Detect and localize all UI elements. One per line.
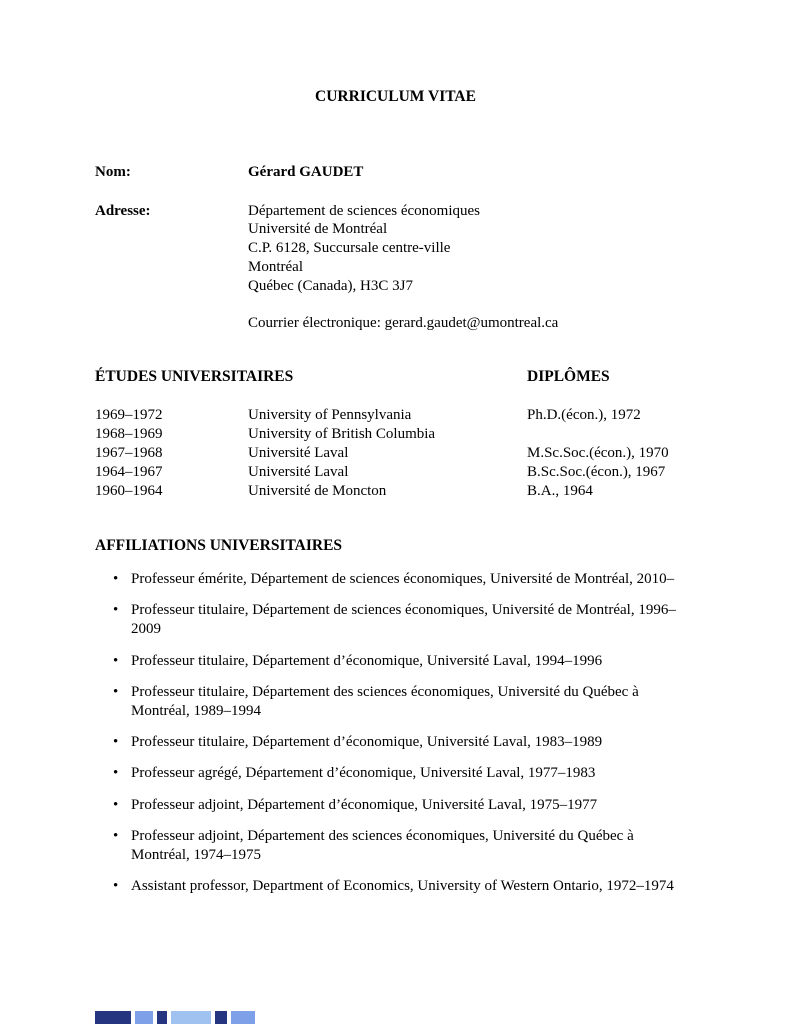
affiliation-text: Professeur adjoint, Département des sciences économiques, Université du Québec à Montréal, 1974–1975 xyxy=(131,827,634,863)
affiliation-text: Professeur titulaire, Département d’économique, Université Laval, 1983–1989 xyxy=(131,733,603,750)
name-label: Nom: xyxy=(95,163,131,180)
bullet-icon xyxy=(113,764,118,783)
table-row xyxy=(95,463,696,482)
table-row xyxy=(95,482,696,501)
education-section-headings xyxy=(95,368,696,387)
table-row xyxy=(95,425,696,444)
affiliation-text: Assistant professor, Department of Economics, University of Western Ontario, 1972–1974 xyxy=(131,877,674,894)
list-item xyxy=(95,733,696,752)
name-value: Gérard GAUDET xyxy=(248,163,364,180)
bullet-icon xyxy=(113,570,118,589)
diplomas-heading: DIPLÔMES xyxy=(527,368,610,386)
education-institution: University of British Columbia xyxy=(248,426,436,443)
affiliation-text: Professeur adjoint, Département d’économique, Université Laval, 1975–1977 xyxy=(131,796,598,813)
list-item xyxy=(95,601,696,639)
address-line: Montréal xyxy=(248,258,303,275)
list-item xyxy=(95,877,696,896)
bullet-icon xyxy=(113,877,118,896)
bullet-icon xyxy=(113,827,118,846)
education-years: 1968–1969 xyxy=(95,426,163,443)
bullet-icon xyxy=(113,733,118,752)
address-line: Département de sciences économiques xyxy=(248,202,480,219)
affiliations-list xyxy=(95,570,696,896)
education-institution: University of Pennsylvania xyxy=(248,407,412,424)
clipped-segment xyxy=(157,1011,167,1024)
clipped-segment xyxy=(215,1011,227,1024)
address-label: Adresse: xyxy=(95,202,151,219)
education-institution: Université de Moncton xyxy=(248,482,387,499)
list-item xyxy=(95,796,696,815)
address-row xyxy=(95,202,696,296)
bullet-icon xyxy=(113,683,118,702)
address-line: C.P. 6128, Succursale centre-ville xyxy=(248,240,451,257)
education-diploma xyxy=(527,425,696,444)
address-line: Université de Montréal xyxy=(248,221,388,238)
affiliation-text: Professeur agrégé, Département d’économique, Université Laval, 1977–1983 xyxy=(131,765,596,782)
bullet-icon xyxy=(113,652,118,671)
education-years: 1960–1964 xyxy=(95,482,163,499)
education-table xyxy=(95,406,696,500)
clipped-bottom-content xyxy=(95,1011,255,1024)
table-row xyxy=(95,406,696,425)
affiliation-text: Professeur titulaire, Département de sciences économiques, Université de Montréal, 1996–2009 xyxy=(131,602,676,638)
table-row xyxy=(95,444,696,463)
bullet-icon xyxy=(113,601,118,620)
clipped-segment xyxy=(231,1011,255,1024)
education-years: 1964–1967 xyxy=(95,463,163,480)
education-diploma: B.A., 1964 xyxy=(527,482,593,499)
education-diploma: M.Sc.Soc.(écon.), 1970 xyxy=(527,444,669,461)
education-years: 1967–1968 xyxy=(95,444,163,461)
name-row xyxy=(95,163,696,182)
affiliation-text: Professeur émérite, Département de sciences économiques, Université de Montréal, 2010– xyxy=(131,571,675,588)
affiliations-heading: AFFILIATIONS UNIVERSITAIRES xyxy=(95,537,343,555)
list-item xyxy=(95,764,696,783)
education-institution: Université Laval xyxy=(248,463,349,480)
education-diploma: Ph.D.(écon.), 1972 xyxy=(527,407,641,424)
list-item xyxy=(95,827,696,865)
address-line: Québec (Canada), H3C 3J7 xyxy=(248,277,413,294)
list-item xyxy=(95,570,696,589)
education-years: 1969–1972 xyxy=(95,407,163,424)
affiliation-text: Professeur titulaire, Département d’économique, Université Laval, 1994–1996 xyxy=(131,652,603,669)
bullet-icon xyxy=(113,796,118,815)
education-institution: Université Laval xyxy=(248,444,349,461)
list-item xyxy=(95,652,696,671)
list-item xyxy=(95,683,696,721)
affiliation-text: Professeur titulaire, Département des sciences économiques, Université du Québec à Montréal, 1989–1994 xyxy=(131,683,639,719)
education-heading: ÉTUDES UNIVERSITAIRES xyxy=(95,368,294,386)
clipped-segment xyxy=(95,1011,131,1024)
clipped-segment xyxy=(135,1011,153,1024)
education-diploma: B.Sc.Soc.(écon.), 1967 xyxy=(527,463,666,480)
email-line: Courrier électronique: gerard.gaudet@umontreal.ca xyxy=(248,314,559,331)
address-lines xyxy=(248,202,480,296)
page-title: CURRICULUM VITAE xyxy=(315,88,476,105)
clipped-segment xyxy=(171,1011,211,1024)
